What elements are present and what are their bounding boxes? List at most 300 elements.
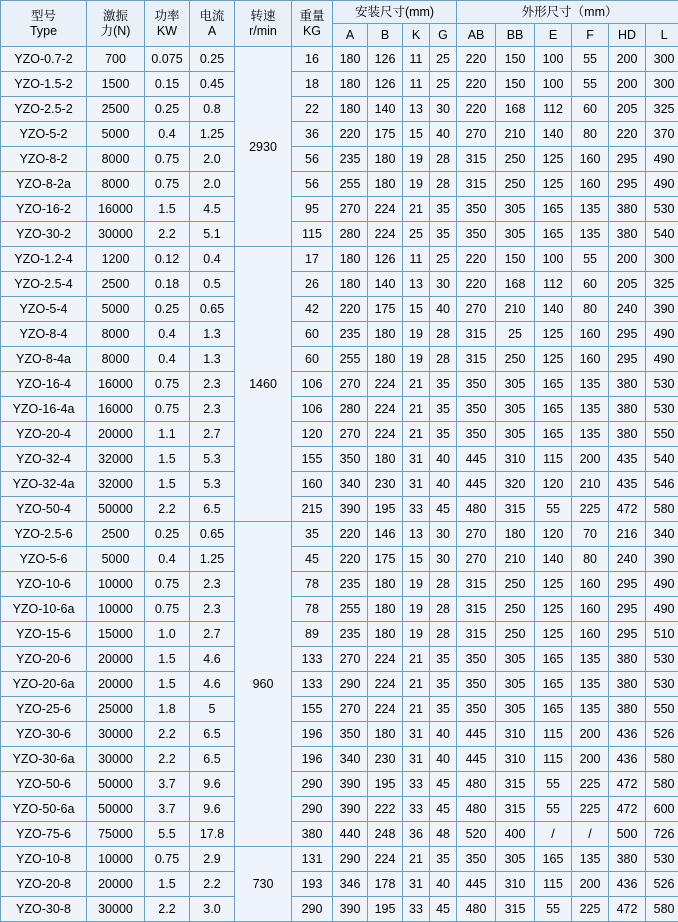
cell-B: 248 <box>368 822 403 847</box>
cell-power: 0.75 <box>145 847 190 872</box>
cell-B: 175 <box>368 297 403 322</box>
cell-K: 15 <box>403 122 430 147</box>
cell-force: 50000 <box>87 497 145 522</box>
cell-weight: 16 <box>292 47 333 72</box>
cell-type: YZO-30-2 <box>1 222 87 247</box>
cell-HD: 240 <box>609 547 646 572</box>
cell-current: 2.0 <box>190 172 235 197</box>
cell-L: 540 <box>646 222 678 247</box>
cell-AB: 445 <box>457 722 496 747</box>
cell-AB: 350 <box>457 397 496 422</box>
cell-B: 180 <box>368 722 403 747</box>
cell-A: 270 <box>333 647 368 672</box>
cell-K: 19 <box>403 572 430 597</box>
cell-F: 135 <box>572 647 609 672</box>
cell-HD: 435 <box>609 472 646 497</box>
table-row <box>1 372 678 397</box>
cell-weight: 42 <box>292 297 333 322</box>
cell-B: 224 <box>368 697 403 722</box>
cell-type: YZO-30-8 <box>1 897 87 922</box>
cell-G: 40 <box>430 447 457 472</box>
cell-force: 30000 <box>87 222 145 247</box>
cell-B: 224 <box>368 372 403 397</box>
cell-L: 540 <box>646 447 678 472</box>
cell-E: 55 <box>535 797 572 822</box>
cell-type: YZO-50-6a <box>1 797 87 822</box>
cell-weight: 131 <box>292 847 333 872</box>
cell-BB: 250 <box>496 172 535 197</box>
cell-E: 125 <box>535 347 572 372</box>
cell-E: 165 <box>535 672 572 697</box>
cell-F: 135 <box>572 222 609 247</box>
cell-weight: 89 <box>292 622 333 647</box>
cell-power: 0.4 <box>145 122 190 147</box>
cell-type: YZO-16-2 <box>1 197 87 222</box>
cell-A: 390 <box>333 497 368 522</box>
cell-L: 526 <box>646 872 678 897</box>
cell-F: 80 <box>572 297 609 322</box>
cell-power: 0.12 <box>145 247 190 272</box>
cell-L: 390 <box>646 547 678 572</box>
cell-weight: 26 <box>292 272 333 297</box>
cell-weight: 36 <box>292 122 333 147</box>
header-col-L: L <box>646 24 678 47</box>
cell-L: 580 <box>646 747 678 772</box>
cell-B: 126 <box>368 47 403 72</box>
cell-G: 40 <box>430 122 457 147</box>
cell-BB: 150 <box>496 47 535 72</box>
cell-BB: 315 <box>496 772 535 797</box>
cell-L: 600 <box>646 797 678 822</box>
cell-K: 13 <box>403 97 430 122</box>
cell-weight: 115 <box>292 222 333 247</box>
cell-AB: 315 <box>457 347 496 372</box>
cell-power: 0.75 <box>145 147 190 172</box>
cell-BB: 305 <box>496 847 535 872</box>
cell-type: YZO-1.2-4 <box>1 247 87 272</box>
table-row <box>1 572 678 597</box>
table-row <box>1 47 678 72</box>
table-row <box>1 197 678 222</box>
cell-A: 270 <box>333 422 368 447</box>
cell-AB: 350 <box>457 697 496 722</box>
header-speed <box>235 1 292 47</box>
cell-E: 165 <box>535 197 572 222</box>
cell-HD: 380 <box>609 422 646 447</box>
header-current <box>190 1 235 47</box>
cell-power: 1.5 <box>145 672 190 697</box>
header-current-unit: A <box>190 24 234 39</box>
table-row <box>1 647 678 672</box>
cell-G: 28 <box>430 347 457 372</box>
cell-K: 21 <box>403 197 430 222</box>
cell-F: / <box>572 822 609 847</box>
cell-G: 28 <box>430 147 457 172</box>
cell-power: 0.75 <box>145 397 190 422</box>
cell-B: 180 <box>368 572 403 597</box>
cell-K: 15 <box>403 547 430 572</box>
cell-F: 225 <box>572 497 609 522</box>
cell-E: 165 <box>535 222 572 247</box>
cell-AB: 350 <box>457 372 496 397</box>
table-row <box>1 547 678 572</box>
cell-current: 5.3 <box>190 447 235 472</box>
cell-HD: 380 <box>609 647 646 672</box>
cell-type: YZO-20-8 <box>1 872 87 897</box>
cell-BB: 250 <box>496 347 535 372</box>
cell-G: 35 <box>430 697 457 722</box>
cell-power: 0.15 <box>145 72 190 97</box>
cell-HD: 380 <box>609 372 646 397</box>
cell-L: 300 <box>646 247 678 272</box>
cell-power: 0.25 <box>145 297 190 322</box>
cell-E: / <box>535 822 572 847</box>
cell-BB: 250 <box>496 147 535 172</box>
cell-power: 2.2 <box>145 747 190 772</box>
cell-G: 35 <box>430 647 457 672</box>
cell-current: 0.25 <box>190 47 235 72</box>
cell-A: 440 <box>333 822 368 847</box>
cell-BB: 310 <box>496 872 535 897</box>
cell-B: 222 <box>368 797 403 822</box>
cell-K: 36 <box>403 822 430 847</box>
header-speed-unit: r/min <box>235 24 291 39</box>
cell-A: 390 <box>333 797 368 822</box>
header-speed-cn: 转速 <box>235 9 291 24</box>
table-row <box>1 822 678 847</box>
cell-E: 100 <box>535 47 572 72</box>
cell-power: 0.25 <box>145 97 190 122</box>
cell-force: 30000 <box>87 747 145 772</box>
cell-BB: 150 <box>496 72 535 97</box>
cell-A: 255 <box>333 597 368 622</box>
cell-F: 225 <box>572 772 609 797</box>
cell-F: 160 <box>572 172 609 197</box>
cell-F: 160 <box>572 572 609 597</box>
cell-K: 21 <box>403 672 430 697</box>
cell-G: 25 <box>430 72 457 97</box>
table-row <box>1 147 678 172</box>
cell-AB: 445 <box>457 447 496 472</box>
cell-L: 325 <box>646 272 678 297</box>
cell-E: 55 <box>535 897 572 922</box>
cell-B: 224 <box>368 222 403 247</box>
cell-A: 220 <box>333 547 368 572</box>
cell-B: 140 <box>368 272 403 297</box>
cell-type: YZO-0.7-2 <box>1 47 87 72</box>
cell-weight: 106 <box>292 372 333 397</box>
cell-AB: 315 <box>457 572 496 597</box>
cell-A: 235 <box>333 622 368 647</box>
cell-current: 1.3 <box>190 347 235 372</box>
cell-force: 10000 <box>87 847 145 872</box>
cell-current: 2.0 <box>190 147 235 172</box>
cell-force: 25000 <box>87 697 145 722</box>
header-weight-cn: 重量 <box>292 9 332 24</box>
cell-AB: 480 <box>457 497 496 522</box>
cell-force: 700 <box>87 47 145 72</box>
cell-weight: 133 <box>292 672 333 697</box>
table-row <box>1 722 678 747</box>
cell-B: 140 <box>368 97 403 122</box>
cell-K: 25 <box>403 222 430 247</box>
cell-K: 19 <box>403 347 430 372</box>
cell-weight: 45 <box>292 547 333 572</box>
cell-BB: 320 <box>496 472 535 497</box>
cell-force: 15000 <box>87 622 145 647</box>
cell-power: 1.8 <box>145 697 190 722</box>
cell-L: 726 <box>646 822 678 847</box>
cell-L: 325 <box>646 97 678 122</box>
cell-BB: 168 <box>496 97 535 122</box>
cell-E: 140 <box>535 122 572 147</box>
cell-type: YZO-8-4 <box>1 322 87 347</box>
cell-F: 200 <box>572 447 609 472</box>
cell-power: 1.5 <box>145 872 190 897</box>
cell-AB: 480 <box>457 772 496 797</box>
table-row <box>1 422 678 447</box>
cell-B: 230 <box>368 472 403 497</box>
header-type <box>1 1 87 47</box>
cell-type: YZO-5-6 <box>1 547 87 572</box>
cell-E: 115 <box>535 747 572 772</box>
cell-current: 2.3 <box>190 372 235 397</box>
cell-A: 235 <box>333 147 368 172</box>
header-weight-unit: KG <box>292 24 332 39</box>
cell-G: 35 <box>430 422 457 447</box>
cell-force: 8000 <box>87 147 145 172</box>
cell-type: YZO-2.5-4 <box>1 272 87 297</box>
cell-weight: 380 <box>292 822 333 847</box>
header-force-cn: 激振 <box>87 9 144 24</box>
cell-force: 20000 <box>87 422 145 447</box>
table-row <box>1 447 678 472</box>
cell-L: 580 <box>646 897 678 922</box>
cell-B: 126 <box>368 72 403 97</box>
cell-force: 2500 <box>87 272 145 297</box>
table-row <box>1 272 678 297</box>
cell-BB: 305 <box>496 422 535 447</box>
cell-K: 13 <box>403 272 430 297</box>
cell-F: 200 <box>572 747 609 772</box>
cell-weight: 78 <box>292 597 333 622</box>
cell-HD: 436 <box>609 872 646 897</box>
cell-K: 13 <box>403 522 430 547</box>
cell-G: 25 <box>430 247 457 272</box>
cell-force: 1200 <box>87 247 145 272</box>
cell-HD: 205 <box>609 272 646 297</box>
cell-power: 1.5 <box>145 472 190 497</box>
cell-B: 180 <box>368 622 403 647</box>
cell-G: 40 <box>430 297 457 322</box>
cell-power: 1.5 <box>145 647 190 672</box>
cell-F: 160 <box>572 597 609 622</box>
cell-B: 224 <box>368 647 403 672</box>
cell-L: 550 <box>646 697 678 722</box>
cell-type: YZO-2.5-6 <box>1 522 87 547</box>
cell-L: 490 <box>646 572 678 597</box>
cell-F: 60 <box>572 97 609 122</box>
cell-F: 55 <box>572 247 609 272</box>
cell-HD: 472 <box>609 897 646 922</box>
cell-current: 6.5 <box>190 747 235 772</box>
cell-type: YZO-50-4 <box>1 497 87 522</box>
cell-force: 32000 <box>87 447 145 472</box>
cell-AB: 315 <box>457 172 496 197</box>
cell-B: 195 <box>368 772 403 797</box>
cell-E: 165 <box>535 422 572 447</box>
cell-F: 160 <box>572 622 609 647</box>
cell-weight: 196 <box>292 747 333 772</box>
cell-power: 1.1 <box>145 422 190 447</box>
cell-E: 55 <box>535 497 572 522</box>
cell-G: 40 <box>430 472 457 497</box>
cell-E: 120 <box>535 522 572 547</box>
table-row <box>1 297 678 322</box>
cell-HD: 295 <box>609 597 646 622</box>
cell-G: 45 <box>430 897 457 922</box>
cell-current: 1.25 <box>190 547 235 572</box>
cell-force: 16000 <box>87 397 145 422</box>
cell-K: 21 <box>403 697 430 722</box>
cell-AB: 220 <box>457 47 496 72</box>
cell-weight: 60 <box>292 322 333 347</box>
cell-A: 290 <box>333 672 368 697</box>
cell-HD: 380 <box>609 697 646 722</box>
cell-A: 280 <box>333 222 368 247</box>
cell-HD: 216 <box>609 522 646 547</box>
cell-force: 16000 <box>87 197 145 222</box>
cell-AB: 220 <box>457 247 496 272</box>
cell-G: 40 <box>430 872 457 897</box>
cell-HD: 240 <box>609 297 646 322</box>
table-row <box>1 747 678 772</box>
cell-L: 530 <box>646 672 678 697</box>
cell-AB: 220 <box>457 72 496 97</box>
table-row <box>1 522 678 547</box>
cell-B: 180 <box>368 597 403 622</box>
cell-AB: 350 <box>457 647 496 672</box>
cell-weight: 78 <box>292 572 333 597</box>
table-row <box>1 72 678 97</box>
cell-E: 115 <box>535 447 572 472</box>
cell-type: YZO-32-4a <box>1 472 87 497</box>
cell-BB: 250 <box>496 597 535 622</box>
cell-BB: 310 <box>496 722 535 747</box>
cell-E: 125 <box>535 322 572 347</box>
cell-type: YZO-16-4a <box>1 397 87 422</box>
cell-B: 180 <box>368 172 403 197</box>
cell-AB: 350 <box>457 197 496 222</box>
table-row <box>1 397 678 422</box>
header-force <box>87 1 145 47</box>
table-body <box>1 47 678 922</box>
cell-B: 230 <box>368 747 403 772</box>
cell-E: 165 <box>535 647 572 672</box>
cell-type: YZO-30-6 <box>1 722 87 747</box>
cell-AB: 445 <box>457 872 496 897</box>
cell-power: 0.4 <box>145 347 190 372</box>
cell-E: 140 <box>535 297 572 322</box>
cell-L: 580 <box>646 497 678 522</box>
cell-F: 135 <box>572 422 609 447</box>
cell-type: YZO-50-6 <box>1 772 87 797</box>
cell-A: 290 <box>333 847 368 872</box>
cell-weight: 60 <box>292 347 333 372</box>
cell-G: 28 <box>430 172 457 197</box>
cell-HD: 380 <box>609 672 646 697</box>
cell-A: 255 <box>333 172 368 197</box>
cell-K: 19 <box>403 622 430 647</box>
cell-BB: 305 <box>496 197 535 222</box>
cell-type: YZO-20-6 <box>1 647 87 672</box>
cell-current: 17.8 <box>190 822 235 847</box>
cell-current: 9.6 <box>190 797 235 822</box>
cell-current: 2.9 <box>190 847 235 872</box>
cell-type: YZO-16-4 <box>1 372 87 397</box>
header-install-group: 安装尺寸(mm) <box>333 1 457 24</box>
cell-A: 350 <box>333 722 368 747</box>
cell-force: 75000 <box>87 822 145 847</box>
cell-HD: 380 <box>609 197 646 222</box>
cell-E: 112 <box>535 272 572 297</box>
cell-type: YZO-30-6a <box>1 747 87 772</box>
cell-B: 224 <box>368 422 403 447</box>
cell-weight: 290 <box>292 797 333 822</box>
cell-BB: 305 <box>496 672 535 697</box>
cell-F: 200 <box>572 872 609 897</box>
table-row <box>1 672 678 697</box>
cell-E: 100 <box>535 247 572 272</box>
cell-F: 80 <box>572 547 609 572</box>
cell-A: 340 <box>333 472 368 497</box>
cell-weight: 193 <box>292 872 333 897</box>
cell-weight: 155 <box>292 697 333 722</box>
table-row <box>1 897 678 922</box>
table-row <box>1 847 678 872</box>
cell-K: 21 <box>403 422 430 447</box>
cell-type: YZO-20-4 <box>1 422 87 447</box>
cell-current: 4.6 <box>190 672 235 697</box>
cell-type: YZO-20-6a <box>1 672 87 697</box>
cell-current: 2.2 <box>190 872 235 897</box>
cell-G: 35 <box>430 847 457 872</box>
cell-weight: 133 <box>292 647 333 672</box>
cell-G: 30 <box>430 547 457 572</box>
cell-G: 30 <box>430 97 457 122</box>
cell-force: 10000 <box>87 597 145 622</box>
cell-speed: 730 <box>235 847 292 922</box>
cell-AB: 270 <box>457 297 496 322</box>
table-row <box>1 497 678 522</box>
cell-HD: 472 <box>609 797 646 822</box>
cell-power: 2.2 <box>145 897 190 922</box>
cell-BB: 400 <box>496 822 535 847</box>
cell-K: 11 <box>403 72 430 97</box>
cell-weight: 56 <box>292 147 333 172</box>
cell-B: 126 <box>368 247 403 272</box>
cell-BB: 210 <box>496 297 535 322</box>
cell-current: 5.1 <box>190 222 235 247</box>
cell-type: YZO-25-6 <box>1 697 87 722</box>
cell-BB: 305 <box>496 647 535 672</box>
cell-L: 530 <box>646 197 678 222</box>
cell-E: 125 <box>535 572 572 597</box>
cell-speed: 960 <box>235 522 292 847</box>
cell-force: 8000 <box>87 347 145 372</box>
cell-B: 180 <box>368 322 403 347</box>
cell-G: 35 <box>430 372 457 397</box>
